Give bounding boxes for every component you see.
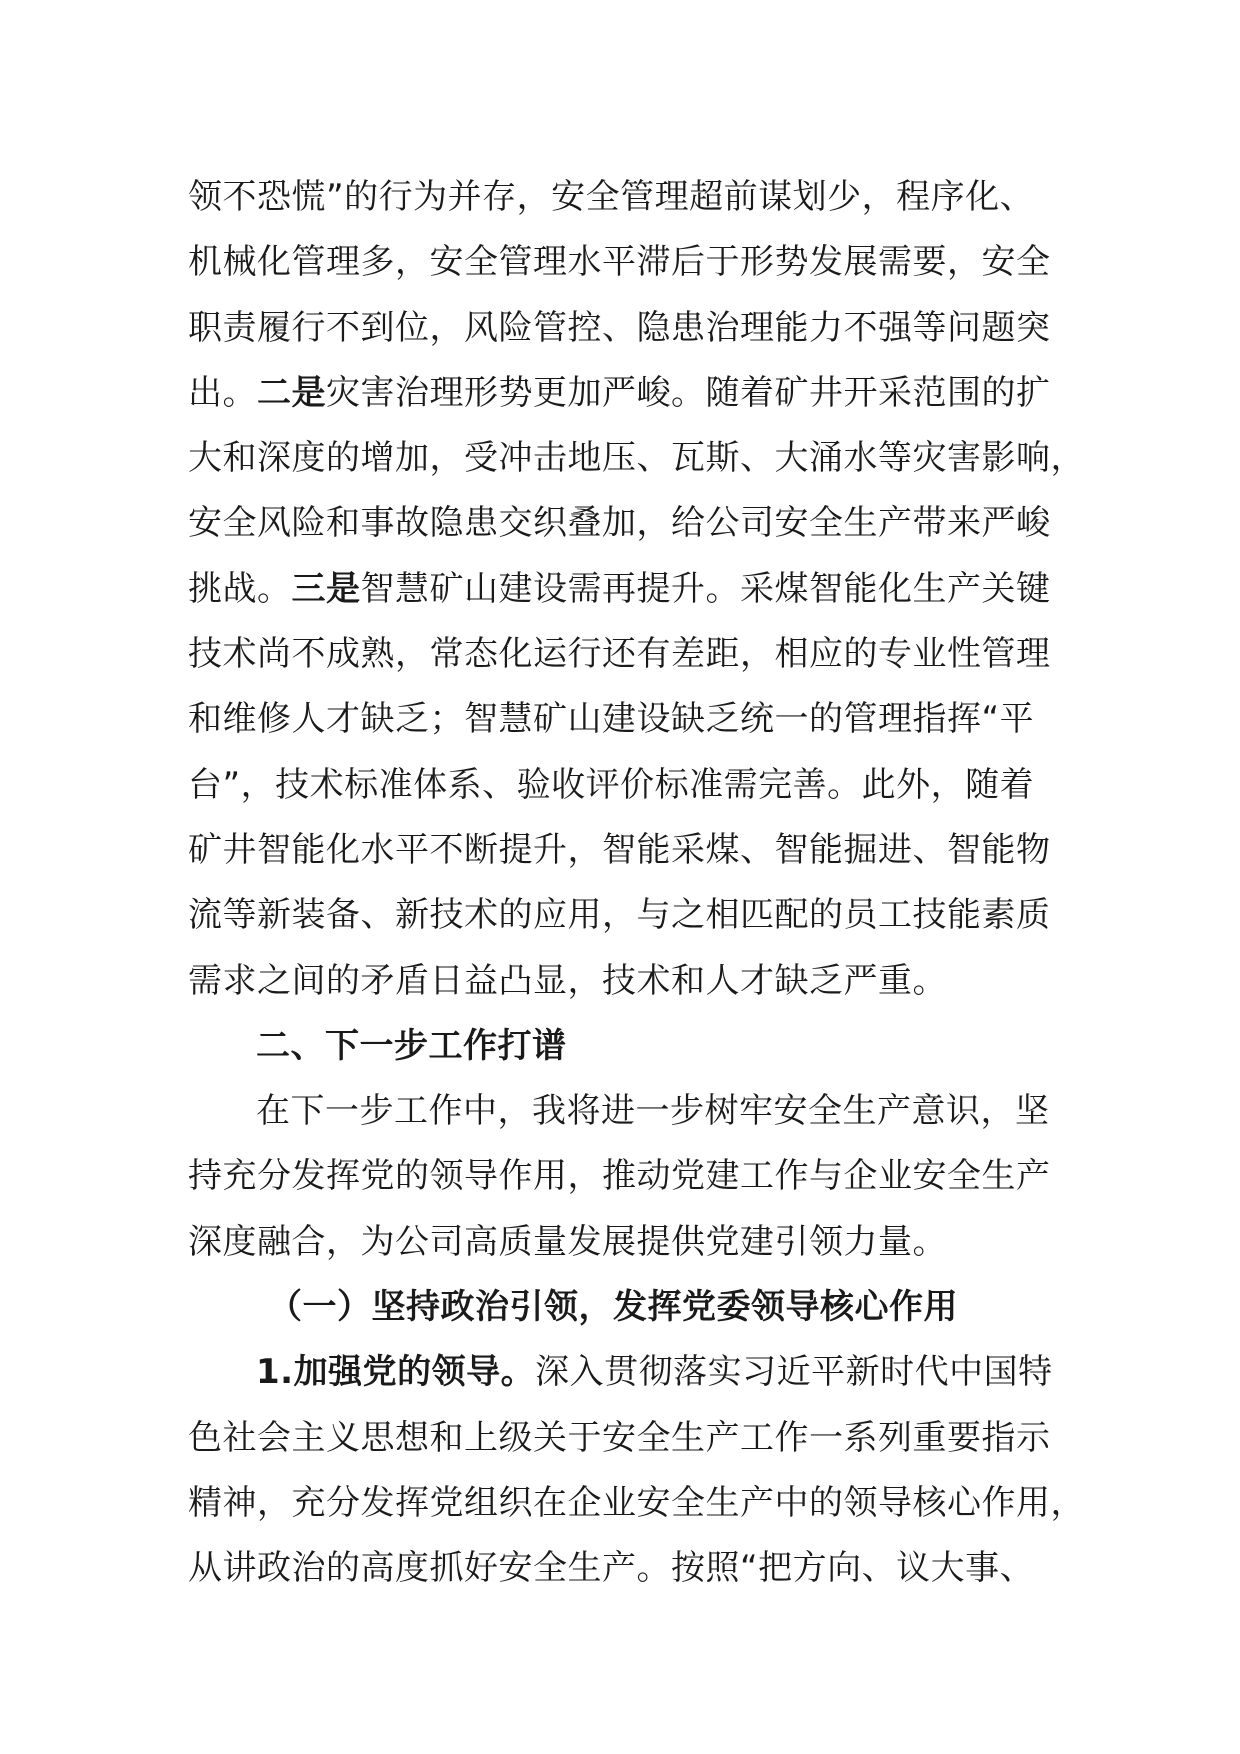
heading-text: 二、下一步工作打谱	[256, 1025, 567, 1066]
text: 从讲政治的高度抓好安全生产。按照“把方向、议大事、	[188, 1548, 1035, 1589]
section-heading	[188, 1014, 1058, 1079]
body-line	[188, 165, 1058, 230]
body-line	[188, 1471, 1085, 1536]
body-line	[188, 1340, 1058, 1405]
bold-lead: 1.加强党的领导。	[256, 1352, 536, 1393]
text: 在下一步工作中，我将进一步树牢安全生产意识，坚	[256, 1091, 1050, 1132]
body-line	[188, 230, 1058, 295]
body-line	[188, 818, 1058, 883]
body-line	[188, 883, 1058, 948]
text: 持充分发挥党的领导作用，推动党建工作与企业安全生产	[188, 1156, 1051, 1197]
body-line	[188, 1079, 1058, 1144]
text: 台”，技术标准体系、验收评价标准需完善。此外，随着	[188, 764, 1035, 805]
body-line	[188, 361, 1058, 426]
text: 深度融合，为公司高质量发展提供党建引领力量。	[188, 1221, 947, 1262]
text: 机械化管理多，安全管理水平滞后于形势发展需要，安全	[188, 242, 1051, 283]
body-line	[188, 622, 1058, 687]
text: 职责履行不到位，风险管控、隐患治理能力不强等问题突	[188, 307, 1051, 348]
text: 需求之间的矛盾日益凸显，技术和人才缺乏严重。	[188, 960, 947, 1001]
text: 智慧矿山建设需再提升。采煤智能化生产关键	[360, 568, 1051, 609]
body-line	[188, 1210, 1058, 1275]
heading-text: （一）坚持政治引领，发挥党委领导核心作用	[268, 1287, 958, 1328]
text: 矿井智能化水平不断提升，智能采煤、智能掘进、智能物	[188, 829, 1051, 870]
body-line	[188, 1406, 1058, 1471]
text: 灾害治理形势更加严峻。随着矿井开采范围的扩	[326, 372, 1051, 413]
text: 安全风险和事故隐患交织叠加，给公司安全生产带来严峻	[188, 503, 1051, 544]
text: 和维修人才缺乏；智慧矿山建设缺乏统一的管理指挥“平	[188, 699, 1035, 740]
body-line	[188, 687, 1058, 752]
body-line	[188, 1536, 1058, 1601]
body-line	[188, 426, 1085, 491]
body-line	[188, 296, 1058, 361]
text: 技术尚不成熟，常态化运行还有差距，相应的专业性管理	[188, 634, 1051, 675]
text: 流等新装备、新技术的应用，与之相匹配的员工技能素质	[188, 895, 1051, 936]
text: 大和深度的增加，受冲击地压、瓦斯、大涌水等灾害影响，	[188, 438, 1085, 479]
bold-marker: 三是	[291, 568, 361, 609]
body-line	[188, 949, 1058, 1014]
subsection-heading	[188, 1275, 1058, 1340]
text: 色社会主义思想和上级关于安全生产工作一系列重要指示	[188, 1417, 1051, 1458]
text: 出。	[188, 372, 257, 413]
document-body	[188, 165, 1085, 1602]
text: 精神，充分发挥党组织在企业安全生产中的领导核心作用，	[188, 1482, 1085, 1523]
body-line	[188, 1144, 1058, 1209]
bold-marker: 二是	[257, 372, 326, 413]
body-line	[188, 753, 1058, 818]
body-line	[188, 491, 1058, 556]
text: 领不恐慌”的行为并存，安全管理超前谋划少，程序化、	[188, 177, 1035, 217]
body-line	[188, 557, 1058, 622]
text: 深入贯彻落实习近平新时代中国特	[535, 1352, 1053, 1393]
text: 挑战。	[188, 568, 292, 609]
